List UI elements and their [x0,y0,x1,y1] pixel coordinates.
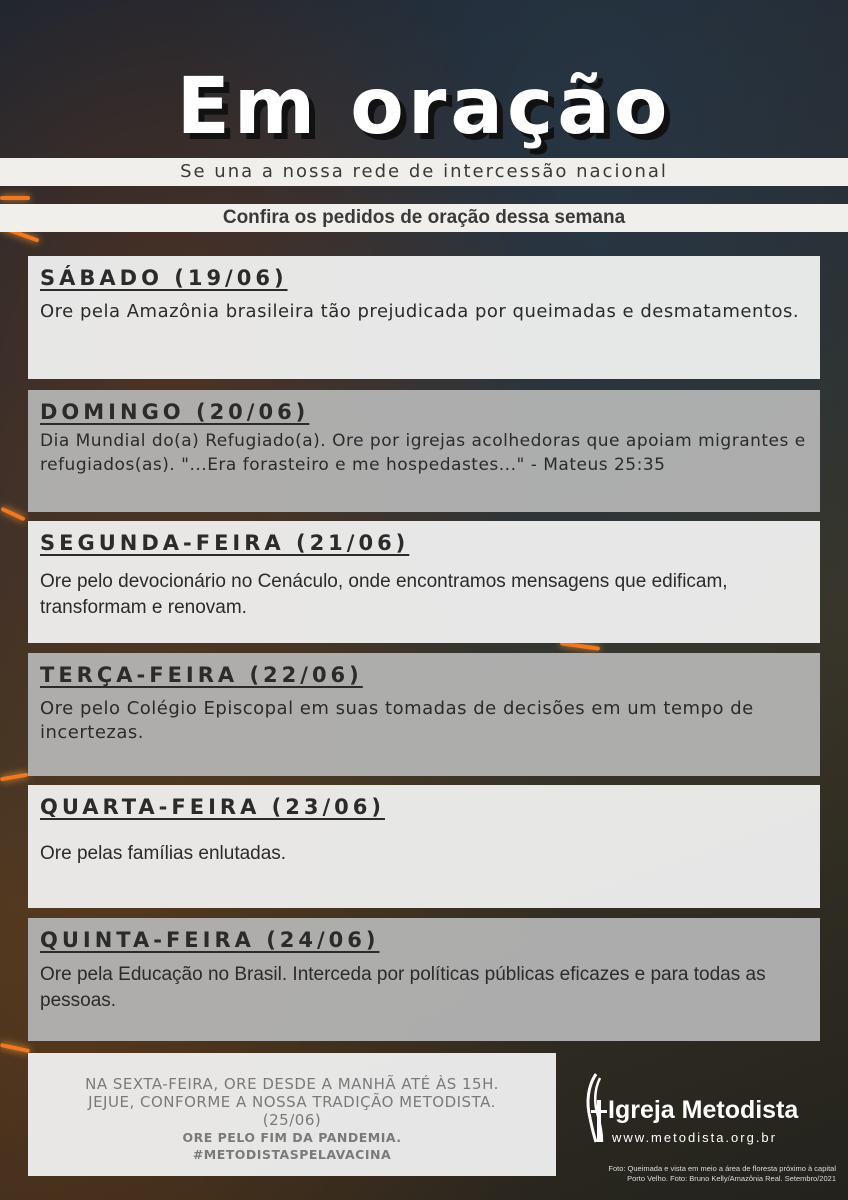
igreja-metodista-logo [582,1072,822,1152]
day-text: Ore pelo Colégio Episcopal em suas tomadas de decisões em um tempo de incertezas. [40,698,754,744]
fire-line [0,773,28,782]
day-text: Ore pelo devocionário no Cenáculo, onde encontramos mensagens que edificam, transformam e renovam. [40,571,728,618]
logo-url: www.metodista.org.br [612,1130,777,1145]
day-card-terca [28,653,820,776]
friday-line-5: #METODISTASPELAVACINA [192,1147,392,1162]
page-title: Em oração [176,62,672,152]
day-heading: DOMINGO (20/06) [40,400,310,424]
day-text: Ore pela Amazônia brasileira tão prejudicada por queimadas e desmatamentos. [40,301,800,322]
day-heading: QUINTA-FEIRA (24/06) [40,928,380,952]
fire-line [0,1043,30,1053]
subtitle-band: Se una a nossa rede de intercessão nacional [0,158,848,186]
friday-line-1: NA SEXTA-FEIRA, ORE DESDE A MANHÃ ATÉ ÀS 15H. [85,1075,499,1093]
photo-credit-line-1: Foto: Queimada e vista em meio a área de floresta próximo à capital [608,1164,836,1173]
day-text: Ore pelas famílias enlutadas. [40,843,287,864]
day-card-domingo [28,390,820,512]
day-card-sabado [28,256,820,379]
day-card-segunda [28,521,820,643]
day-heading: SÁBADO (19/06) [40,266,288,290]
fire-line [0,507,25,522]
day-heading: TERÇA-FEIRA (22/06) [40,663,363,687]
day-heading: QUARTA-FEIRA (23/06) [40,795,385,819]
friday-line-3: (25/06) [262,1111,322,1129]
intro-band: Confira os pedidos de oração dessa semana [0,204,848,232]
day-card-quinta [28,918,820,1041]
day-text: Dia Mundial do(a) Refugiado(a). Ore por igrejas acolhedoras que apoiam migrantes e refugiados(as). "...Era forasteiro e me hospedastes..." - Mateus 25:35 [40,431,806,475]
day-heading: SEGUNDA-FEIRA (21/06) [40,531,410,555]
photo-credit-line-2: Porto Velho. Foto: Bruno Kelly/Amazônia Real. Setembro/2021 [627,1174,836,1183]
friday-note [28,1053,556,1176]
day-text: Ore pela Educação no Brasil. Interceda por políticas públicas eficazes e para todas as pessoas. [40,964,766,1011]
fire-line [0,196,30,200]
day-card-quarta [28,785,820,908]
photo-credit [536,1164,836,1184]
friday-line-4: ORE PELO FIM DA PANDEMIA. [182,1130,402,1145]
logo-name: Igreja Metodista [608,1096,799,1124]
friday-line-2: JEJUE, CONFORME A NOSSA TRADIÇÃO METODISTA. [88,1093,496,1111]
